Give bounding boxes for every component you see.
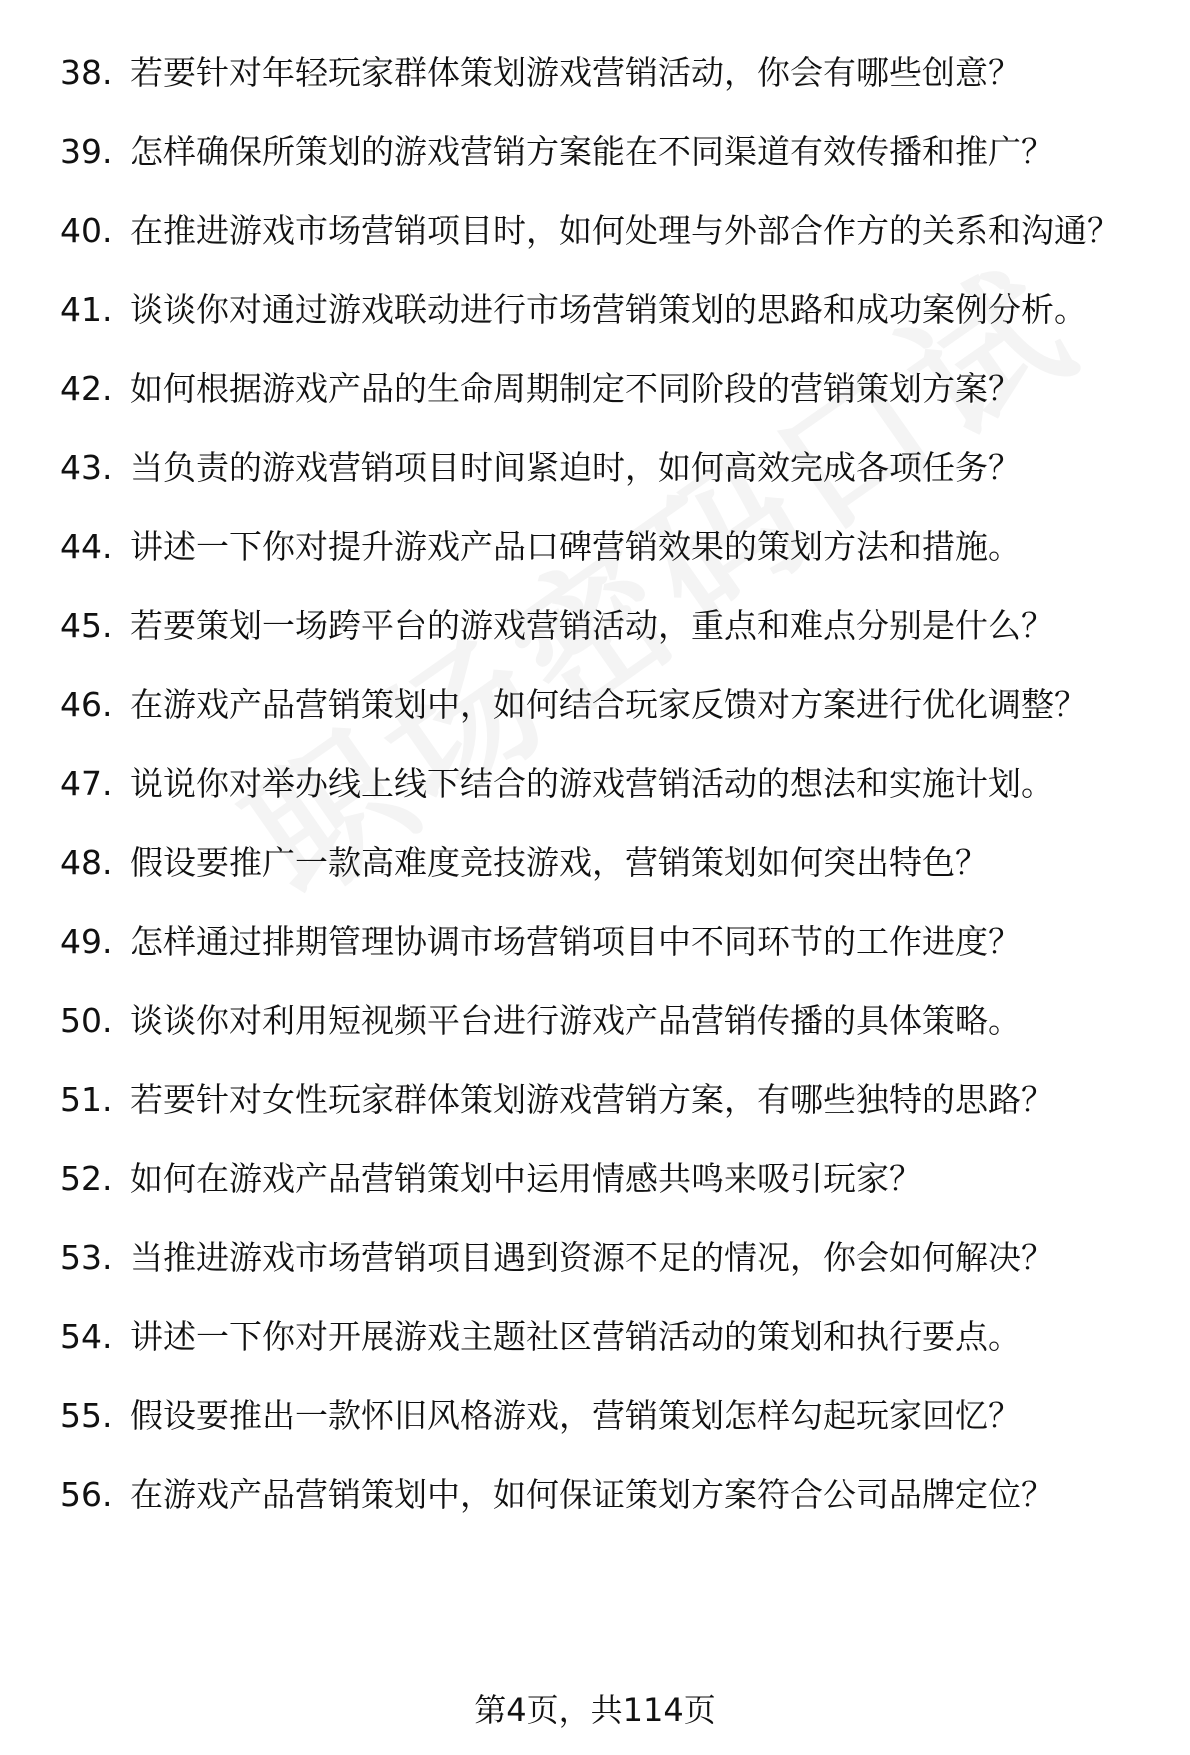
- question-text: 如何在游戏产品营销策划中运用情感共鸣来吸引玩家？: [130, 1159, 922, 1198]
- question-item: [60, 1000, 1150, 1041]
- question-item: [60, 1395, 1150, 1436]
- question-text: 当推进游戏市场营销项目遇到资源不足的情况，你会如何解决？: [130, 1238, 1054, 1277]
- question-text: 当负责的游戏营销项目时间紧迫时，如何高效完成各项任务？: [130, 448, 1021, 487]
- question-text: 假设要推广一款高难度竞技游戏，营销策划如何突出特色？: [130, 843, 988, 882]
- question-text: 若要针对年轻玩家群体策划游戏营销活动，你会有哪些创意？: [130, 53, 1021, 92]
- question-item: [60, 1316, 1150, 1357]
- question-number: 47.: [60, 764, 113, 803]
- question-item: [60, 447, 1150, 488]
- question-number: 42.: [60, 369, 113, 408]
- question-number: 39.: [60, 132, 113, 171]
- question-text: 说说你对举办线上线下结合的游戏营销活动的想法和实施计划。: [130, 764, 1054, 803]
- question-number: 41.: [60, 290, 113, 329]
- question-item: [60, 921, 1150, 962]
- question-number: 56.: [60, 1475, 113, 1514]
- question-text: 谈谈你对通过游戏联动进行市场营销策划的思路和成功案例分析。: [130, 290, 1087, 329]
- question-text: 在游戏产品营销策划中，如何保证策划方案符合公司品牌定位？: [130, 1475, 1054, 1514]
- question-text: 怎样确保所策划的游戏营销方案能在不同渠道有效传播和推广？: [130, 132, 1054, 171]
- question-text: 假设要推出一款怀旧风格游戏，营销策划怎样勾起玩家回忆？: [130, 1396, 1021, 1435]
- question-item: [60, 763, 1150, 804]
- question-item: [60, 1474, 1150, 1515]
- question-item: [60, 52, 1150, 93]
- question-list: [60, 52, 1150, 1553]
- question-item: [60, 210, 1150, 251]
- question-number: 53.: [60, 1238, 113, 1277]
- question-number: 54.: [60, 1317, 113, 1356]
- question-number: 51.: [60, 1080, 113, 1119]
- question-number: 52.: [60, 1159, 113, 1198]
- question-text: 怎样通过排期管理协调市场营销项目中不同环节的工作进度？: [130, 922, 1021, 961]
- question-text: 讲述一下你对提升游戏产品口碑营销效果的策划方法和措施。: [130, 527, 1021, 566]
- question-number: 43.: [60, 448, 113, 487]
- question-item: [60, 1237, 1150, 1278]
- question-number: 46.: [60, 685, 113, 724]
- question-text: 若要策划一场跨平台的游戏营销活动，重点和难点分别是什么？: [130, 606, 1054, 645]
- question-number: 50.: [60, 1001, 113, 1040]
- question-number: 55.: [60, 1396, 113, 1435]
- question-item: [60, 526, 1150, 567]
- question-number: 49.: [60, 922, 113, 961]
- question-number: 48.: [60, 843, 113, 882]
- question-item: [60, 131, 1150, 172]
- question-item: [60, 684, 1150, 725]
- question-item: [60, 1079, 1150, 1120]
- question-text: 如何根据游戏产品的生命周期制定不同阶段的营销策划方案？: [130, 369, 1021, 408]
- question-text: 讲述一下你对开展游戏主题社区营销活动的策划和执行要点。: [130, 1317, 1021, 1356]
- question-number: 38.: [60, 53, 113, 92]
- question-item: [60, 842, 1150, 883]
- question-item: [60, 605, 1150, 646]
- question-number: 44.: [60, 527, 113, 566]
- question-number: 45.: [60, 606, 113, 645]
- question-item: [60, 1158, 1150, 1199]
- question-item: [60, 289, 1150, 330]
- page-footer: 第4页，共114页: [474, 1691, 716, 1729]
- question-text: 谈谈你对利用短视频平台进行游戏产品营销传播的具体策略。: [130, 1001, 1021, 1040]
- question-text: 在游戏产品营销策划中，如何结合玩家反馈对方案进行优化调整？: [130, 685, 1087, 724]
- question-text: 若要针对女性玩家群体策划游戏营销方案，有哪些独特的思路？: [130, 1080, 1054, 1119]
- question-text: 在推进游戏市场营销项目时，如何处理与外部合作方的关系和沟通？: [130, 211, 1120, 250]
- question-number: 40.: [60, 211, 113, 250]
- question-item: [60, 368, 1150, 409]
